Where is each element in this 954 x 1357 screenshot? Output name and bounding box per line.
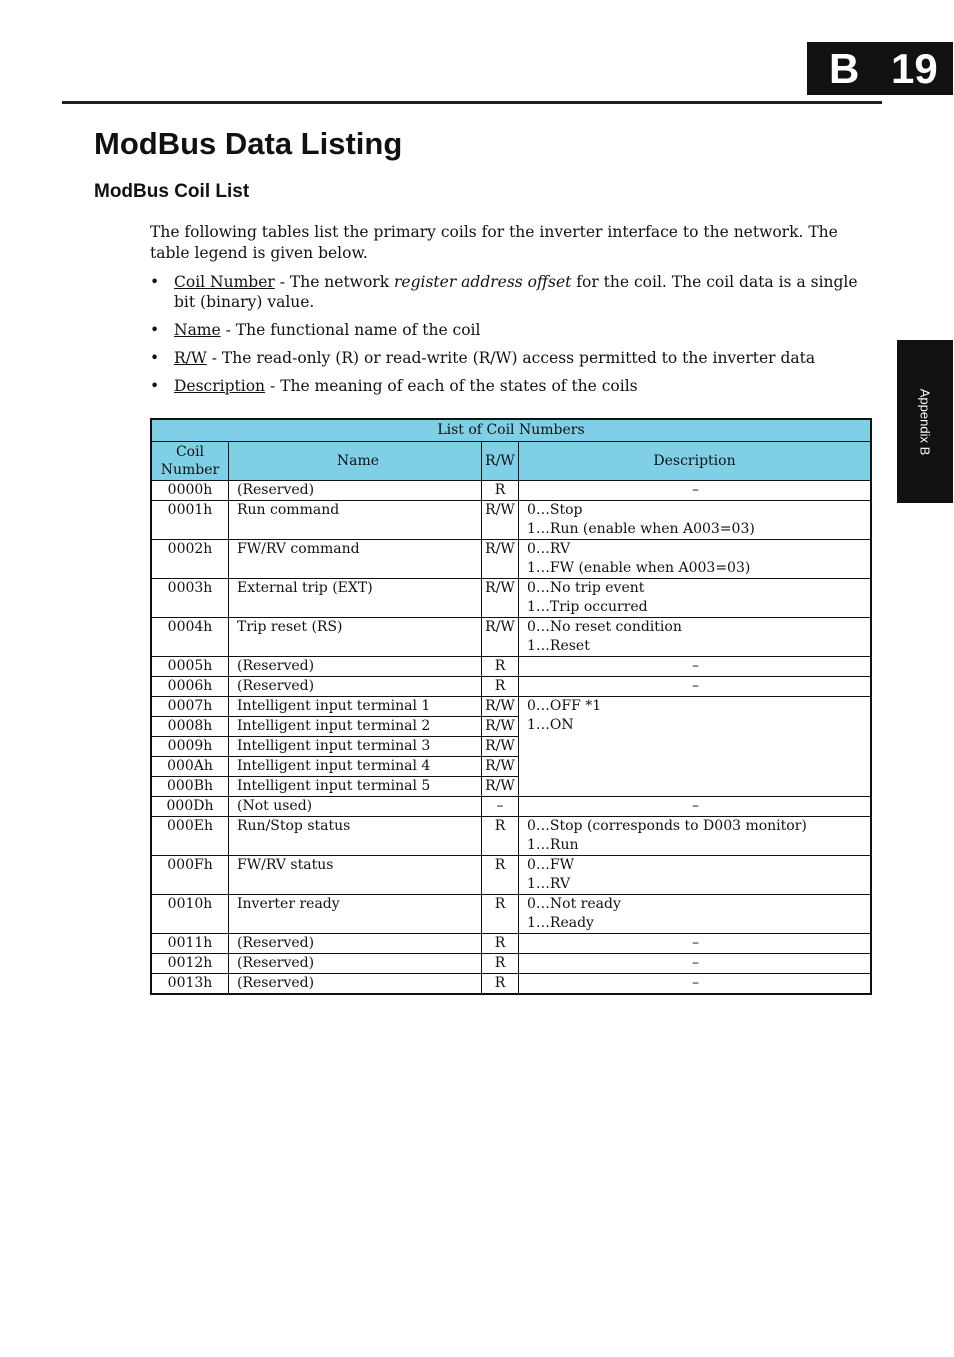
legend-text: The network xyxy=(289,273,395,291)
coil-description-cell xyxy=(519,697,872,797)
coil-number-cell: 0013h xyxy=(151,974,229,995)
description-line: 0…No reset condition xyxy=(527,619,682,635)
coil-rw-cell: R xyxy=(482,856,519,895)
coil-name-cell: Run/Stop status xyxy=(229,817,482,856)
bullet-symbol: • xyxy=(150,321,160,339)
legend-separator: - xyxy=(206,349,222,367)
bullet-symbol: • xyxy=(150,273,160,291)
coil-description-cell: – xyxy=(519,797,872,817)
coil-rw-cell: R/W xyxy=(482,618,519,657)
table-row xyxy=(151,579,871,618)
column-header-rw: R/W xyxy=(482,442,519,481)
coil-rw-cell: R/W xyxy=(482,717,519,737)
section-title: ModBus Coil List xyxy=(94,181,250,202)
coil-rw-cell: R/W xyxy=(482,757,519,777)
bullet-symbol: • xyxy=(150,349,160,367)
coil-rw-cell: – xyxy=(482,797,519,817)
table-row xyxy=(151,618,871,657)
coil-rw-cell: R xyxy=(482,974,519,995)
description-line: 1…FW (enable when A003=03) xyxy=(527,560,751,576)
coil-name-cell: FW/RV status xyxy=(229,856,482,895)
coil-description-cell xyxy=(519,856,872,895)
legend-text: The functional name of the coil xyxy=(235,321,481,339)
table-caption: List of Coil Numbers xyxy=(151,419,871,442)
coil-number-cell: 0003h xyxy=(151,579,229,618)
coil-rw-cell: R xyxy=(482,934,519,954)
coil-number-cell: 0008h xyxy=(151,717,229,737)
coil-name-cell: Inverter ready xyxy=(229,895,482,934)
legend-separator: - xyxy=(220,321,236,339)
table-row xyxy=(151,501,871,540)
coil-name-cell: (Reserved) xyxy=(229,677,482,697)
legend-emphasis: register address offset xyxy=(394,273,572,291)
coil-description-cell: – xyxy=(519,657,872,677)
bullet-symbol: • xyxy=(150,377,160,395)
coil-rw-cell: R xyxy=(482,657,519,677)
coil-number-cell: 0007h xyxy=(151,697,229,717)
table-row xyxy=(151,677,871,697)
coil-name-cell: Run command xyxy=(229,501,482,540)
coil-rw-cell: R/W xyxy=(482,579,519,618)
appendix-side-tab xyxy=(897,340,953,503)
coil-description-cell xyxy=(519,618,872,657)
coil-name-cell: (Not used) xyxy=(229,797,482,817)
description-line: 1…Trip occurred xyxy=(527,599,648,615)
description-line: 1…ON xyxy=(527,717,574,733)
coil-name-cell: (Reserved) xyxy=(229,974,482,995)
coil-number-cell: 0011h xyxy=(151,934,229,954)
coil-rw-cell: R xyxy=(482,677,519,697)
page-title: ModBus Data Listing xyxy=(94,126,403,161)
description-line: 0…OFF *1 xyxy=(527,698,602,714)
coil-number-cell: 000Ah xyxy=(151,757,229,777)
coil-number-cell: 0004h xyxy=(151,618,229,657)
page-number: 19 xyxy=(891,44,938,92)
coil-name-cell: (Reserved) xyxy=(229,934,482,954)
table-row xyxy=(151,856,871,895)
coil-description-cell xyxy=(519,540,872,579)
coil-name-cell: External trip (EXT) xyxy=(229,579,482,618)
table-row xyxy=(151,934,871,954)
list-item xyxy=(150,272,872,312)
coil-number-cell: 000Bh xyxy=(151,777,229,797)
header-rule xyxy=(62,101,882,104)
table-row xyxy=(151,481,871,501)
coil-rw-cell: R xyxy=(482,954,519,974)
coil-rw-cell: R xyxy=(482,481,519,501)
coil-rw-cell: R/W xyxy=(482,777,519,797)
coil-number-cell: 000Fh xyxy=(151,856,229,895)
legend-text: The meaning of each of the states of the coils xyxy=(280,377,638,395)
coil-description-cell xyxy=(519,579,872,618)
coil-name-cell: Trip reset (RS) xyxy=(229,618,482,657)
coil-name-cell: Intelligent input terminal 5 xyxy=(229,777,482,797)
coil-description-cell xyxy=(519,895,872,934)
table-row xyxy=(151,974,871,995)
coil-name-cell: Intelligent input terminal 3 xyxy=(229,737,482,757)
coil-number-cell: 0002h xyxy=(151,540,229,579)
legend-text: The read-only (R) or read-write (R/W) access permitted to the inverter data xyxy=(221,349,816,367)
table-row xyxy=(151,954,871,974)
description-line: 0…No trip event xyxy=(527,580,645,596)
column-header-coil-number xyxy=(151,442,229,481)
list-item xyxy=(150,348,872,368)
table-row xyxy=(151,697,871,717)
description-line: 1…Run (enable when A003=03) xyxy=(527,521,755,537)
side-tab-label: Appendix B xyxy=(917,388,933,455)
column-header-name: Name xyxy=(229,442,482,481)
list-item xyxy=(150,320,872,340)
legend-list xyxy=(150,272,872,404)
coil-rw-cell: R/W xyxy=(482,501,519,540)
description-line: 1…RV xyxy=(527,876,571,892)
coil-number-cell: 0009h xyxy=(151,737,229,757)
coil-name-cell: (Reserved) xyxy=(229,657,482,677)
table-row xyxy=(151,817,871,856)
intro-paragraph: The following tables list the primary coils for the inverter interface to the network. The table legend is given below. xyxy=(150,223,838,262)
coil-number-cell: 000Dh xyxy=(151,797,229,817)
coil-rw-cell: R xyxy=(482,895,519,934)
list-item xyxy=(150,376,872,396)
description-line: 0…FW xyxy=(527,857,575,873)
coil-number-cell: 0001h xyxy=(151,501,229,540)
column-header-line: Number xyxy=(160,462,220,478)
coil-number-cell: 0000h xyxy=(151,481,229,501)
coil-name-cell: Intelligent input terminal 1 xyxy=(229,697,482,717)
description-line: 0…RV xyxy=(527,541,571,557)
coil-description-cell: – xyxy=(519,954,872,974)
table-row xyxy=(151,895,871,934)
coil-description-cell: – xyxy=(519,677,872,697)
description-line: 0…Stop xyxy=(527,502,583,518)
coil-name-cell: (Reserved) xyxy=(229,954,482,974)
legend-text-tail: for the coil. The coil data is a single bit (binary) value. xyxy=(174,273,858,311)
table-row xyxy=(151,657,871,677)
coil-name-cell: Intelligent input terminal 4 xyxy=(229,757,482,777)
page-number-tab xyxy=(807,42,953,95)
table-row xyxy=(151,540,871,579)
legend-term: Coil Number xyxy=(174,273,275,291)
coil-name-cell: (Reserved) xyxy=(229,481,482,501)
coil-number-cell: 0006h xyxy=(151,677,229,697)
column-header-description: Description xyxy=(519,442,872,481)
coil-description-cell: – xyxy=(519,934,872,954)
legend-term: R/W xyxy=(174,349,207,367)
coil-name-cell: FW/RV command xyxy=(229,540,482,579)
description-line: 1…Reset xyxy=(527,638,590,654)
legend-separator: - xyxy=(274,273,290,291)
column-header-line: Coil xyxy=(175,444,205,460)
coil-number-cell: 0010h xyxy=(151,895,229,934)
coil-number-cell: 0012h xyxy=(151,954,229,974)
legend-term: Description xyxy=(174,377,266,395)
coil-rw-cell: R/W xyxy=(482,540,519,579)
description-line: 0…Stop (corresponds to D003 monitor) xyxy=(527,818,807,834)
table-row xyxy=(151,797,871,817)
coil-rw-cell: R/W xyxy=(482,697,519,717)
coil-description-cell xyxy=(519,501,872,540)
coil-number-table xyxy=(150,418,872,995)
description-line: 1…Ready xyxy=(527,915,594,931)
coil-name-cell: Intelligent input terminal 2 xyxy=(229,717,482,737)
coil-description-cell: – xyxy=(519,481,872,501)
coil-description-cell: – xyxy=(519,974,872,995)
coil-number-cell: 000Eh xyxy=(151,817,229,856)
coil-description-cell xyxy=(519,817,872,856)
coil-rw-cell: R/W xyxy=(482,737,519,757)
coil-number-cell: 0005h xyxy=(151,657,229,677)
legend-term: Name xyxy=(174,321,221,339)
coil-rw-cell: R xyxy=(482,817,519,856)
appendix-letter: B xyxy=(829,44,860,92)
legend-separator: - xyxy=(265,377,281,395)
description-line: 0…Not ready xyxy=(527,896,621,912)
description-line: 1…Run xyxy=(527,837,579,853)
